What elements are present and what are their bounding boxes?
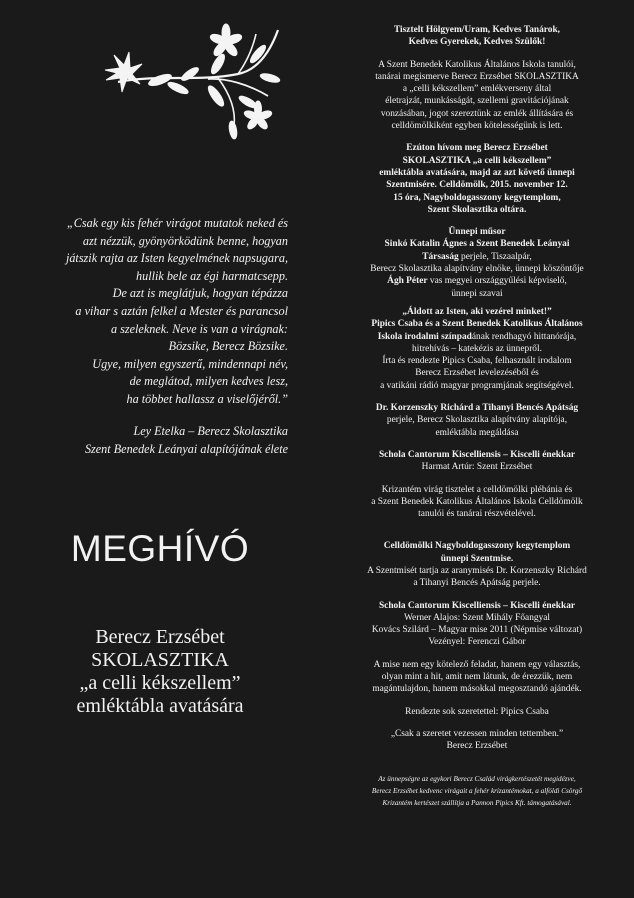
program-item-text: perjele, Berecz Skolasztika alapítvány alapítója, (386, 415, 568, 426)
choir-title: Schola Cantorum Kiscelliensis – Kiscelli énekkar (378, 600, 576, 611)
program-item-title: „Áldott az Isten, aki vezérel minket!” (402, 306, 552, 317)
mass-title: ünnepi Szentmise. (440, 553, 514, 564)
quote-line: hullik bele az égi harmatcsepp. (136, 268, 288, 283)
program-item-text: emléktábla megáldása (435, 427, 519, 438)
quote-line: Bözsike, Berecz Bözsike. (168, 339, 288, 354)
choir-text: Vezényel: Ferenczi Gábor (428, 637, 526, 648)
closing-line: magántulajdon, hanem másokkal megosztandó ajándék. (372, 684, 582, 695)
intro-line: A Szent Benedek Katolikus Általános Iskola tanulói, (378, 59, 576, 70)
final-quote-author: Berecz Erzsébet (446, 741, 508, 752)
footnote-line: Krizantém kertészet szállítja a Pannon Pipics Kft. támogatásával. (382, 798, 572, 807)
credit-line: Ley Etelka – Berecz Skolasztika (133, 424, 288, 438)
program-item-title: Társaság (422, 251, 459, 262)
choir-text: Kovács Szilárd – Magyar mise 2011 (Népmise változat) (371, 625, 583, 636)
subtitle-line: Berecz Erzsébet (95, 626, 225, 648)
credit-line: Szent Benedek Leányai alapítójának élete (84, 441, 288, 456)
program-item-title: Pipics Csaba és a Szent Benedek Katolikus Általános (371, 319, 583, 330)
greeting-line: Tisztelt Hölgyem/Uram, Kedves Tanárok, (393, 25, 561, 35)
program-item-title: Iskola irodalmi színpad (377, 331, 472, 342)
quote-block (40, 215, 288, 409)
mass-text: a Tihanyi Bencés Apátság perjele. (413, 578, 541, 589)
quote-line: azt nézzük, gyönyörködünk benne, hogyan (82, 233, 288, 248)
mass-title: Celldömölki Nagyboldogasszony kegytemplom (383, 541, 571, 552)
mass-text: A Szentmisét tartja az aranymisés Dr. Korzenszky Richárd (367, 565, 587, 576)
subtitle-line: „a celli kékszellem” (79, 672, 241, 694)
quote-credit (40, 423, 288, 458)
page-title: MEGHÍVÓ (70, 528, 250, 569)
subtitle-line: emléktábla avatására (76, 695, 244, 717)
program-item-text: vas megyei országgyűlési képviselő, (427, 276, 567, 287)
choir-text: Werner Alajos: Szent Mihály Főangyal (403, 612, 551, 623)
program-item-text: hitrehívás – katekézis az ünnepről. (412, 343, 542, 354)
flowers-line: Krizantém virág tisztelet a celldömölki plébánia és (381, 484, 573, 495)
closing-line: olyan mint a hit, amit nem látunk, de érezzük, nem (381, 672, 573, 683)
program-item-text: ának rendhagyó hittanórája, (471, 331, 577, 342)
program-item-text: Berecz Erzsébet levelezéséből és (415, 368, 539, 379)
invite-line: 15 óra, Nagyboldogasszony kegytemplom, (393, 192, 561, 203)
flowers-line: a Szent Benedek Katolikus Általános Iskola Celldömölk (371, 496, 583, 507)
program-item-text: Berecz Skolasztika alapítvány elnöke, ünnepi köszöntője (370, 264, 584, 275)
footnote-line: Berecz Erzsébet kedvenc virágait a fehér krizantémokat, a alföldi Csörgő (371, 786, 583, 795)
invite-line: SKOLASZTIKA „a celli kékszellem” (402, 155, 552, 166)
invite-line: Szentmisére. Celldömölk, 2015. november 12. (386, 180, 568, 191)
program-item-text: Harmat Artúr: Szent Erzsébet (421, 462, 533, 473)
invite-line: Szent Skolasztika oltára. (427, 204, 527, 215)
quote-line: a vihar s aztán felkel a Mester és parancsol (75, 303, 288, 318)
program-item-text: perjele, Tiszaalpár, (458, 251, 532, 262)
intro-line: tanárai megismerve Berecz Erzsébet SKOLASZTIKA (375, 71, 579, 82)
invite-line: emléktábla avatására, majd az azt követő ünnepi (379, 167, 575, 178)
intro-line: celldömölkiként egyben kötelességünk is lett. (391, 121, 563, 132)
final-quote: „Csak a szeretet vezessen minden tettemben.” (390, 728, 564, 739)
invite-line: Ezúton hívom meg Berecz Erzsébet (406, 143, 548, 154)
program-item-title: Sinkó Katalin Ágnes a Szent Benedek Leányai (384, 239, 570, 250)
program-item-text: a vatikáni rádió magyar programjának segítségével. (380, 380, 574, 391)
quote-line: „Csak egy kis fehér virágot mutatok neked és (66, 216, 288, 230)
quote-line: De azt is meglátjuk, hogyan tépázza (112, 286, 288, 301)
flowers-line: tanulói és tanárai részvételével. (418, 509, 536, 520)
intro-line: vonzásában, jogot szereztünk az emlék állítására és (380, 108, 574, 119)
quote-line: Ugye, milyen egyszerű, mindennapi név, (92, 356, 288, 371)
intro-line: a „celli kékszellem” emlékverseny által (402, 84, 552, 95)
quote-line: játszik rajta az Isten kegyelmének napsugara, (65, 251, 288, 266)
flower-branch-icon (98, 22, 283, 144)
quote-line: ha többet hallassz a viselőjéről.” (126, 391, 288, 406)
program-item-title: Dr. Korzenszky Richárd a Tihanyi Bencés Apátság (375, 403, 579, 414)
program-title: Ünnepi műsor (448, 227, 506, 238)
closing-line: A mise nem egy kötelező feladat, hanem egy választás, (373, 659, 581, 670)
quote-line: a szeleknek. Neve is van a virágnak: (111, 321, 288, 336)
quote-line: de meglátod, milyen kedves lesz, (129, 374, 288, 389)
invitation-text (344, 24, 610, 809)
greeting-line: Kedves Gyerekek, Kedves Szülők! (408, 37, 546, 48)
program-item-title: Ágh Péter (387, 276, 428, 287)
intro-line: életrajzát, munkásságát, szellemi gravitációjának (385, 96, 569, 107)
subtitle-line: SKOLASZTIKA (91, 649, 229, 671)
footnote-line: Az ünnepségre az egykori Berecz Család virágkertészetét megidézve, (378, 774, 576, 783)
director-line: Rendezte sok szeretettel: Pipics Csaba (405, 706, 549, 717)
program-item-text: ünnepi szavai (451, 288, 503, 299)
program-item-text: Írta és rendezte Pipics Csaba, felhasznált irodalom (382, 356, 572, 367)
program-item-title: Schola Cantorum Kiscelliensis – Kiscelli énekkar (378, 449, 576, 460)
subtitle-block (0, 626, 320, 718)
